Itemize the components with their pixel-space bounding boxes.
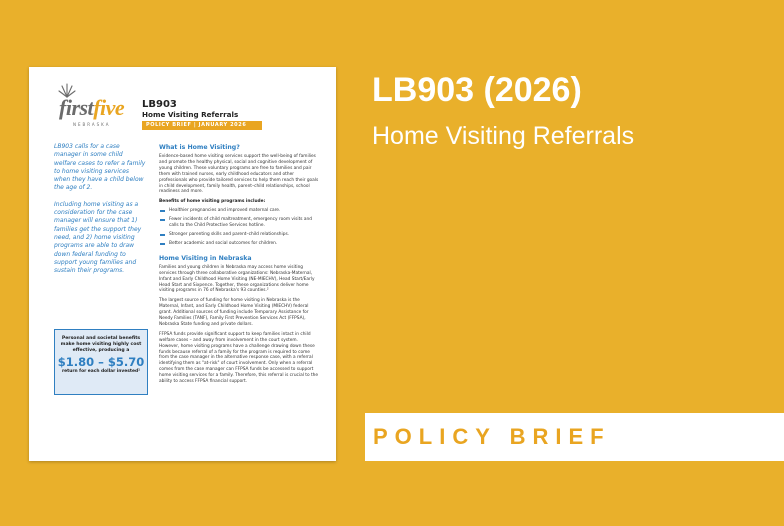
logo-five: five [93,95,125,120]
hero-title: LB903 (2026) [372,71,582,109]
section-paragraph: Families and young children in Nebraska may access home visiting services through three collaborative organizations: Nebraska-Maternal, Infant and Early Childhood Home Visiting (NE-MIECHV), Head Start/Early Head Start and Sixpence. Together, these organizations deliver home visiting programs in 76 of Nebraska's 93 counties.² [159,264,315,294]
sidebar-paragraph: LB903 calls for a case manager in some child welfare cases to refer a family to home visiting services when they have a child below the age of 2. [54,143,146,192]
section-paragraph: FFPSA funds provide significant support to keep families intact in child welfare cases – and away from involvement in the court system. However, home visiting programs have a challenge drawing down these funds because referral of a family for the program is required to come from the case manager in the alternative response case, with a referral identifying them as "at-risk" of court involvement. Only when a referral comes from the case manager can FFPSA funds be accessed to support home visiting services for a family. Therefore, this referral is crucial to the ability to access FFPSA financial support. [159,331,319,385]
document-sidebar [54,143,146,283]
logo-subtext: NEBRASKA [73,122,111,127]
logo-wordmark [59,97,124,119]
benefit-text: Fewer incidents of child maltreatment, emergency room visits and calls to the Child Protective Services hotline. [169,217,312,229]
bullet-icon [160,234,165,236]
benefit-text: Better academic and social outcomes for children. [169,240,278,246]
banner-label: POLICY BRIEF [373,424,611,449]
bullet-icon [160,219,165,221]
list-item [159,232,319,238]
section-paragraph: Evidence-based home visiting services support the well-being of families and promote the healthy physical, social and cognitive development of young children. These voluntary programs are free to families and pair them with trained nurses, early childhood educators and other professionals who provide tailored services to help them reach their goals in child development, family health, parent–child relationships, school readiness and more. [159,154,319,195]
first-five-nebraska-logo [59,89,139,129]
document-tag: POLICY BRIEF | JANUARY 2026 [142,121,262,130]
logo-first: first [59,95,94,120]
document-subtitle: Home Visiting Referrals [142,110,239,119]
policy-brief-banner [365,413,784,461]
list-item [159,217,319,229]
document-title: LB903 [142,99,177,110]
callout-intro: Personal and societal benefits make home visiting highly cost effective, producing a [60,336,142,353]
list-item [159,208,319,214]
benefit-callout-box [54,329,148,395]
benefit-text: Healthier pregnancies and improved maternal care. [169,208,281,214]
document-main-column [159,144,319,389]
callout-amount: $1.80 – $5.70 [57,355,145,369]
hero-subtitle: Home Visiting Referrals [372,122,635,150]
benefits-list [159,208,319,247]
policy-brief-document [29,67,336,461]
section-paragraph: The largest source of funding for home visiting in Nebraska is the Maternal, Infant, and Early Childhood Home Visiting (MIECHV) federal grant. Additional sources of funding include Temporary Assistance for Needy Families (TANF), Family First Prevention Services Act (FFPSA), Nebraska State funding and private dollars. [159,298,309,327]
callout-return: return for each dollar invested¹ [61,369,141,374]
list-item [159,241,319,247]
bullet-icon [160,243,165,245]
benefit-text: Stronger parenting skills and parent–child relationships. [169,231,290,237]
bullet-icon [160,210,165,212]
benefits-heading: Benefits of home visiting programs include: [159,199,266,205]
sidebar-paragraph: Including home visiting as a consideration for the case manager will ensure that 1) families get the support they need, and 2) home visiting programs are able to draw down federal funding to support young families and sustain their programs. [54,200,142,275]
section-heading-nebraska: Home Visiting in Nebraska [159,254,252,262]
section-heading-what-is: What is Home Visiting? [159,144,240,151]
